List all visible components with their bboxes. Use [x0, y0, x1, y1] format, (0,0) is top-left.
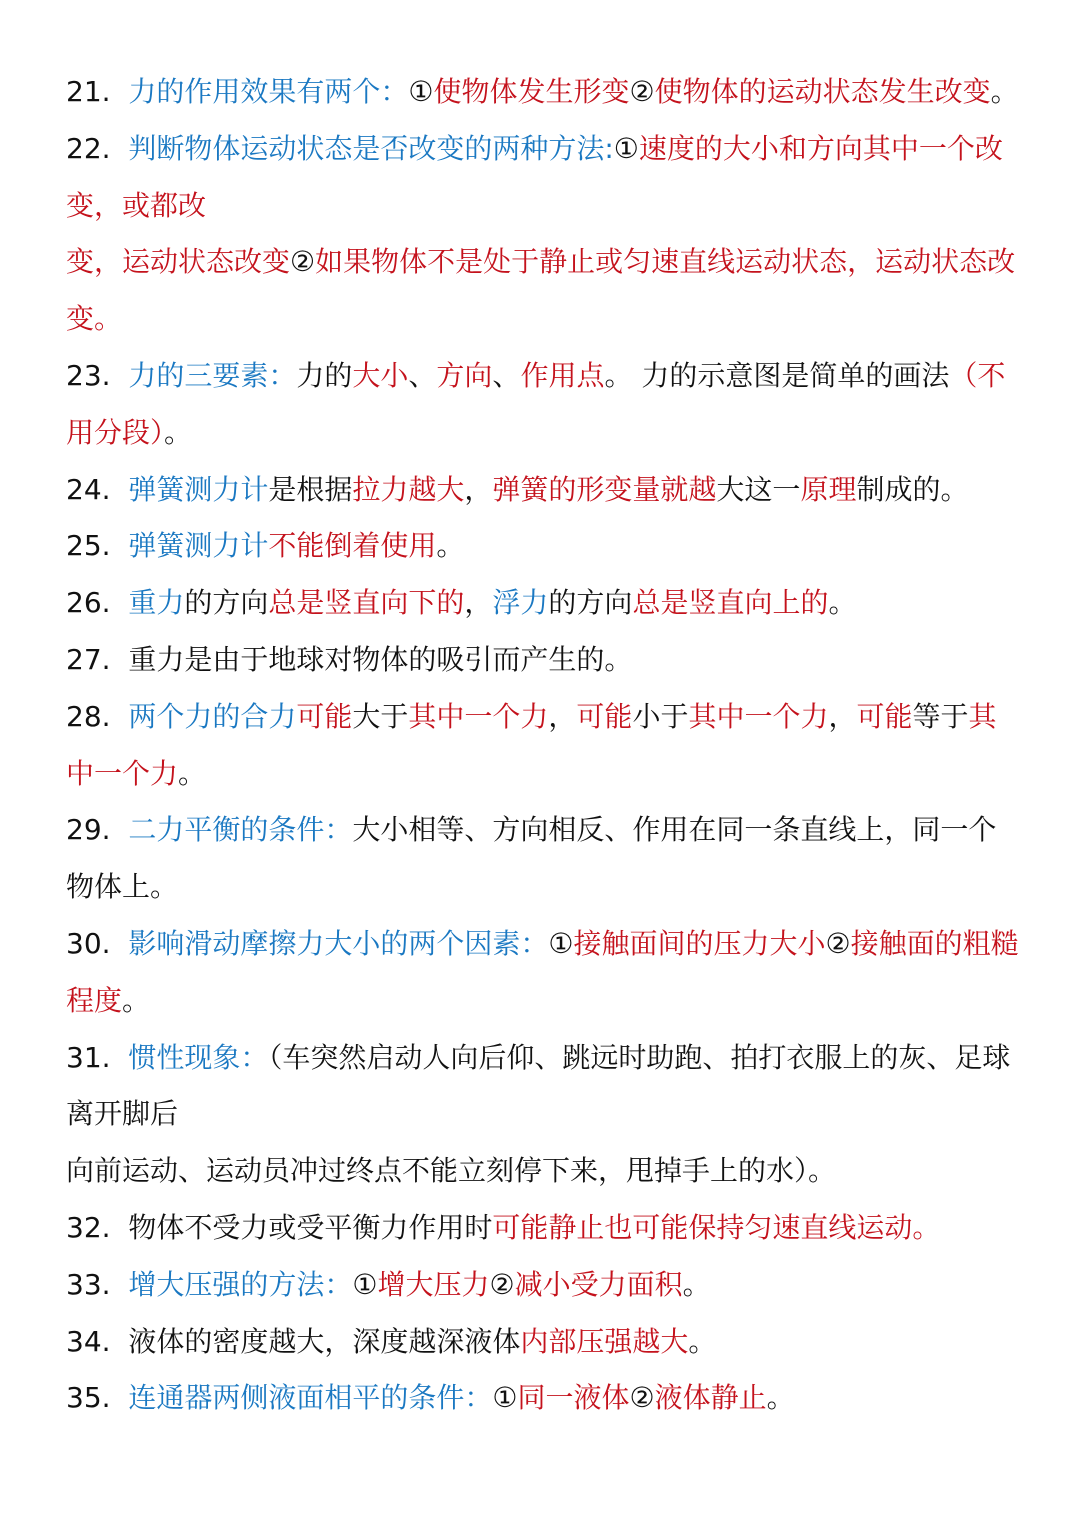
note-item [66, 1370, 1024, 1427]
body-text: ① [408, 75, 434, 108]
item-number: 21. [66, 75, 111, 108]
body-text: ， [828, 699, 857, 733]
topic-text: 力的作用效果有两个： [128, 75, 409, 108]
item-number: 26. [66, 586, 111, 620]
item-number: 34. [66, 1324, 111, 1358]
body-text: ， [464, 472, 493, 506]
note-item [66, 462, 1024, 519]
topic-text: 惯性现象： [128, 1040, 269, 1074]
key-point-text: 增大压力 [377, 1267, 490, 1301]
body-text: ② [825, 926, 851, 960]
key-point-text: 。 [94, 302, 123, 336]
topic-text: 浮力 [492, 586, 549, 620]
item-number: 22. [66, 131, 111, 165]
item-number: 23. [66, 358, 111, 392]
body-text: （车突然启动人向后仰、跳远时助跑、拍打衣服上的灰、足球离开脚后 [66, 1040, 1011, 1131]
note-item [66, 348, 1024, 462]
body-text: ② [629, 75, 655, 108]
key-point-text: 液体静止 [654, 1381, 767, 1415]
item-number: 29. [66, 813, 111, 847]
key-point-text: 接触面间的压力大小 [573, 926, 826, 960]
key-point-text: 其中一个力 [408, 699, 549, 733]
key-point-text: 接触面的粗糙程度 [66, 926, 1019, 1017]
body-text: 。 [164, 415, 193, 449]
body-text: 的方向 [548, 586, 633, 620]
key-point-text: 可能 [576, 699, 633, 733]
body-text: 大这一 [716, 472, 801, 506]
body-text: 大小相等、方向相反、作用在同一条直线上，同一个物体上。 [66, 813, 997, 904]
body-text: ② [629, 1381, 655, 1415]
body-text: 液体的密度越大，深度越深液体 [128, 1324, 521, 1358]
body-text: 、 [492, 358, 521, 392]
key-point-text: 作用点 [520, 358, 605, 392]
topic-text: 两个力的合力 [128, 699, 297, 733]
key-point-text: 使物体发生形变 [433, 75, 630, 108]
note-item [66, 1200, 1024, 1257]
item-number: 31. [66, 1040, 111, 1074]
body-text: 小于 [632, 699, 689, 733]
body-text: 。 [436, 529, 465, 563]
item-number: 24. [66, 472, 111, 506]
topic-text: 增大压强的方法： [128, 1267, 353, 1301]
body-text: ① [492, 1381, 518, 1415]
body-text: 。 [766, 1381, 795, 1415]
body-text: 。 [122, 983, 151, 1017]
item-number: 32. [66, 1210, 111, 1244]
body-text: 、 [408, 358, 437, 392]
key-point-text: 其中一个力 [688, 699, 829, 733]
key-point-text: 变，运动状态改变 [66, 245, 291, 279]
body-text: ② [290, 245, 316, 279]
note-item [66, 1314, 1024, 1371]
note-item [66, 64, 1024, 121]
body-text: 是根据 [268, 472, 353, 506]
key-point-text: 总是竖直向下的 [268, 586, 465, 620]
body-text: 。 [828, 586, 857, 620]
body-text: 。 [990, 75, 1019, 108]
key-point-text: 如果物体不是处于静止或匀速直线运动状态，运动状态改变 [66, 245, 1016, 336]
key-point-text: （不用分段） [66, 358, 1006, 449]
topic-text: 连通器两侧液面相平的条件： [128, 1381, 493, 1415]
body-text: 。 [178, 756, 207, 790]
note-item [66, 1030, 1024, 1200]
body-text: 等于 [912, 699, 969, 733]
body-text: 制成的。 [856, 472, 969, 506]
key-point-text: 弹簧的形变量就越 [492, 472, 717, 506]
body-text: ② [489, 1267, 515, 1301]
note-item [66, 121, 1024, 348]
body-text: ① [613, 131, 639, 165]
key-point-text: 其中一个力 [66, 699, 997, 790]
note-item [66, 689, 1024, 803]
body-text: 重力是由于地球对物体的吸引而产生的。 [128, 642, 633, 676]
body-text: 大于 [352, 699, 409, 733]
key-point-text: 不能倒着使用 [268, 529, 437, 563]
item-number: 33. [66, 1267, 111, 1301]
key-point-text: 总是竖直向上的 [632, 586, 829, 620]
body-text: ① [548, 926, 574, 960]
key-point-text: 大小 [352, 358, 409, 392]
topic-text: 弹簧测力计 [128, 472, 269, 506]
key-point-text: 方向 [436, 358, 493, 392]
key-point-text: 可能静止也可能保持匀速直线运动。 [492, 1210, 941, 1244]
note-item [66, 518, 1024, 575]
note-item [66, 1257, 1024, 1314]
body-text: 。 [682, 1267, 711, 1301]
key-point-text: 速度的大小和方向其中一个改变，或都改 [66, 131, 1003, 222]
key-point-text: 原理 [800, 472, 857, 506]
note-item [66, 802, 1024, 916]
body-text: ① [352, 1267, 378, 1301]
key-point-text: 可能 [296, 699, 353, 733]
note-item [66, 916, 1024, 1030]
topic-text: 弹簧测力计 [128, 529, 269, 563]
item-number: 30. [66, 926, 111, 960]
note-item [66, 632, 1024, 689]
key-point-text: 使物体的运动状态发生改变 [654, 75, 991, 108]
body-text: 向前运动、运动员冲过终点不能立刻停下来，甩掉手上的水）。 [66, 1154, 837, 1188]
item-number: 25. [66, 529, 111, 563]
body-text: 的方向 [184, 586, 269, 620]
body-text: ， [548, 699, 577, 733]
body-text: 。 [688, 1324, 717, 1358]
body-text: 。 力的示意图是简单的画法 [604, 358, 950, 392]
body-text: 物体不受力或受平衡力作用时 [128, 1210, 493, 1244]
topic-text: 力的三要素： [128, 358, 297, 392]
key-point-text: 减小受力面积 [514, 1267, 683, 1301]
item-number: 27. [66, 642, 111, 676]
item-number: 28. [66, 699, 111, 733]
item-number: 35. [66, 1381, 111, 1415]
body-text: 力的 [296, 358, 353, 392]
topic-text: 影响滑动摩擦力大小的两个因素： [128, 926, 549, 960]
key-point-text: 同一液体 [517, 1381, 630, 1415]
key-point-text: 拉力越大 [352, 472, 465, 506]
topic-text: 二力平衡的条件： [128, 813, 353, 847]
key-point-text: 可能 [856, 699, 913, 733]
body-text: ， [464, 586, 493, 620]
note-item [66, 575, 1024, 632]
key-point-text: 内部压强越大 [520, 1324, 689, 1358]
topic-text: 重力 [128, 586, 185, 620]
topic-text: 判断物体运动状态是否改变的两种方法: [128, 131, 614, 165]
